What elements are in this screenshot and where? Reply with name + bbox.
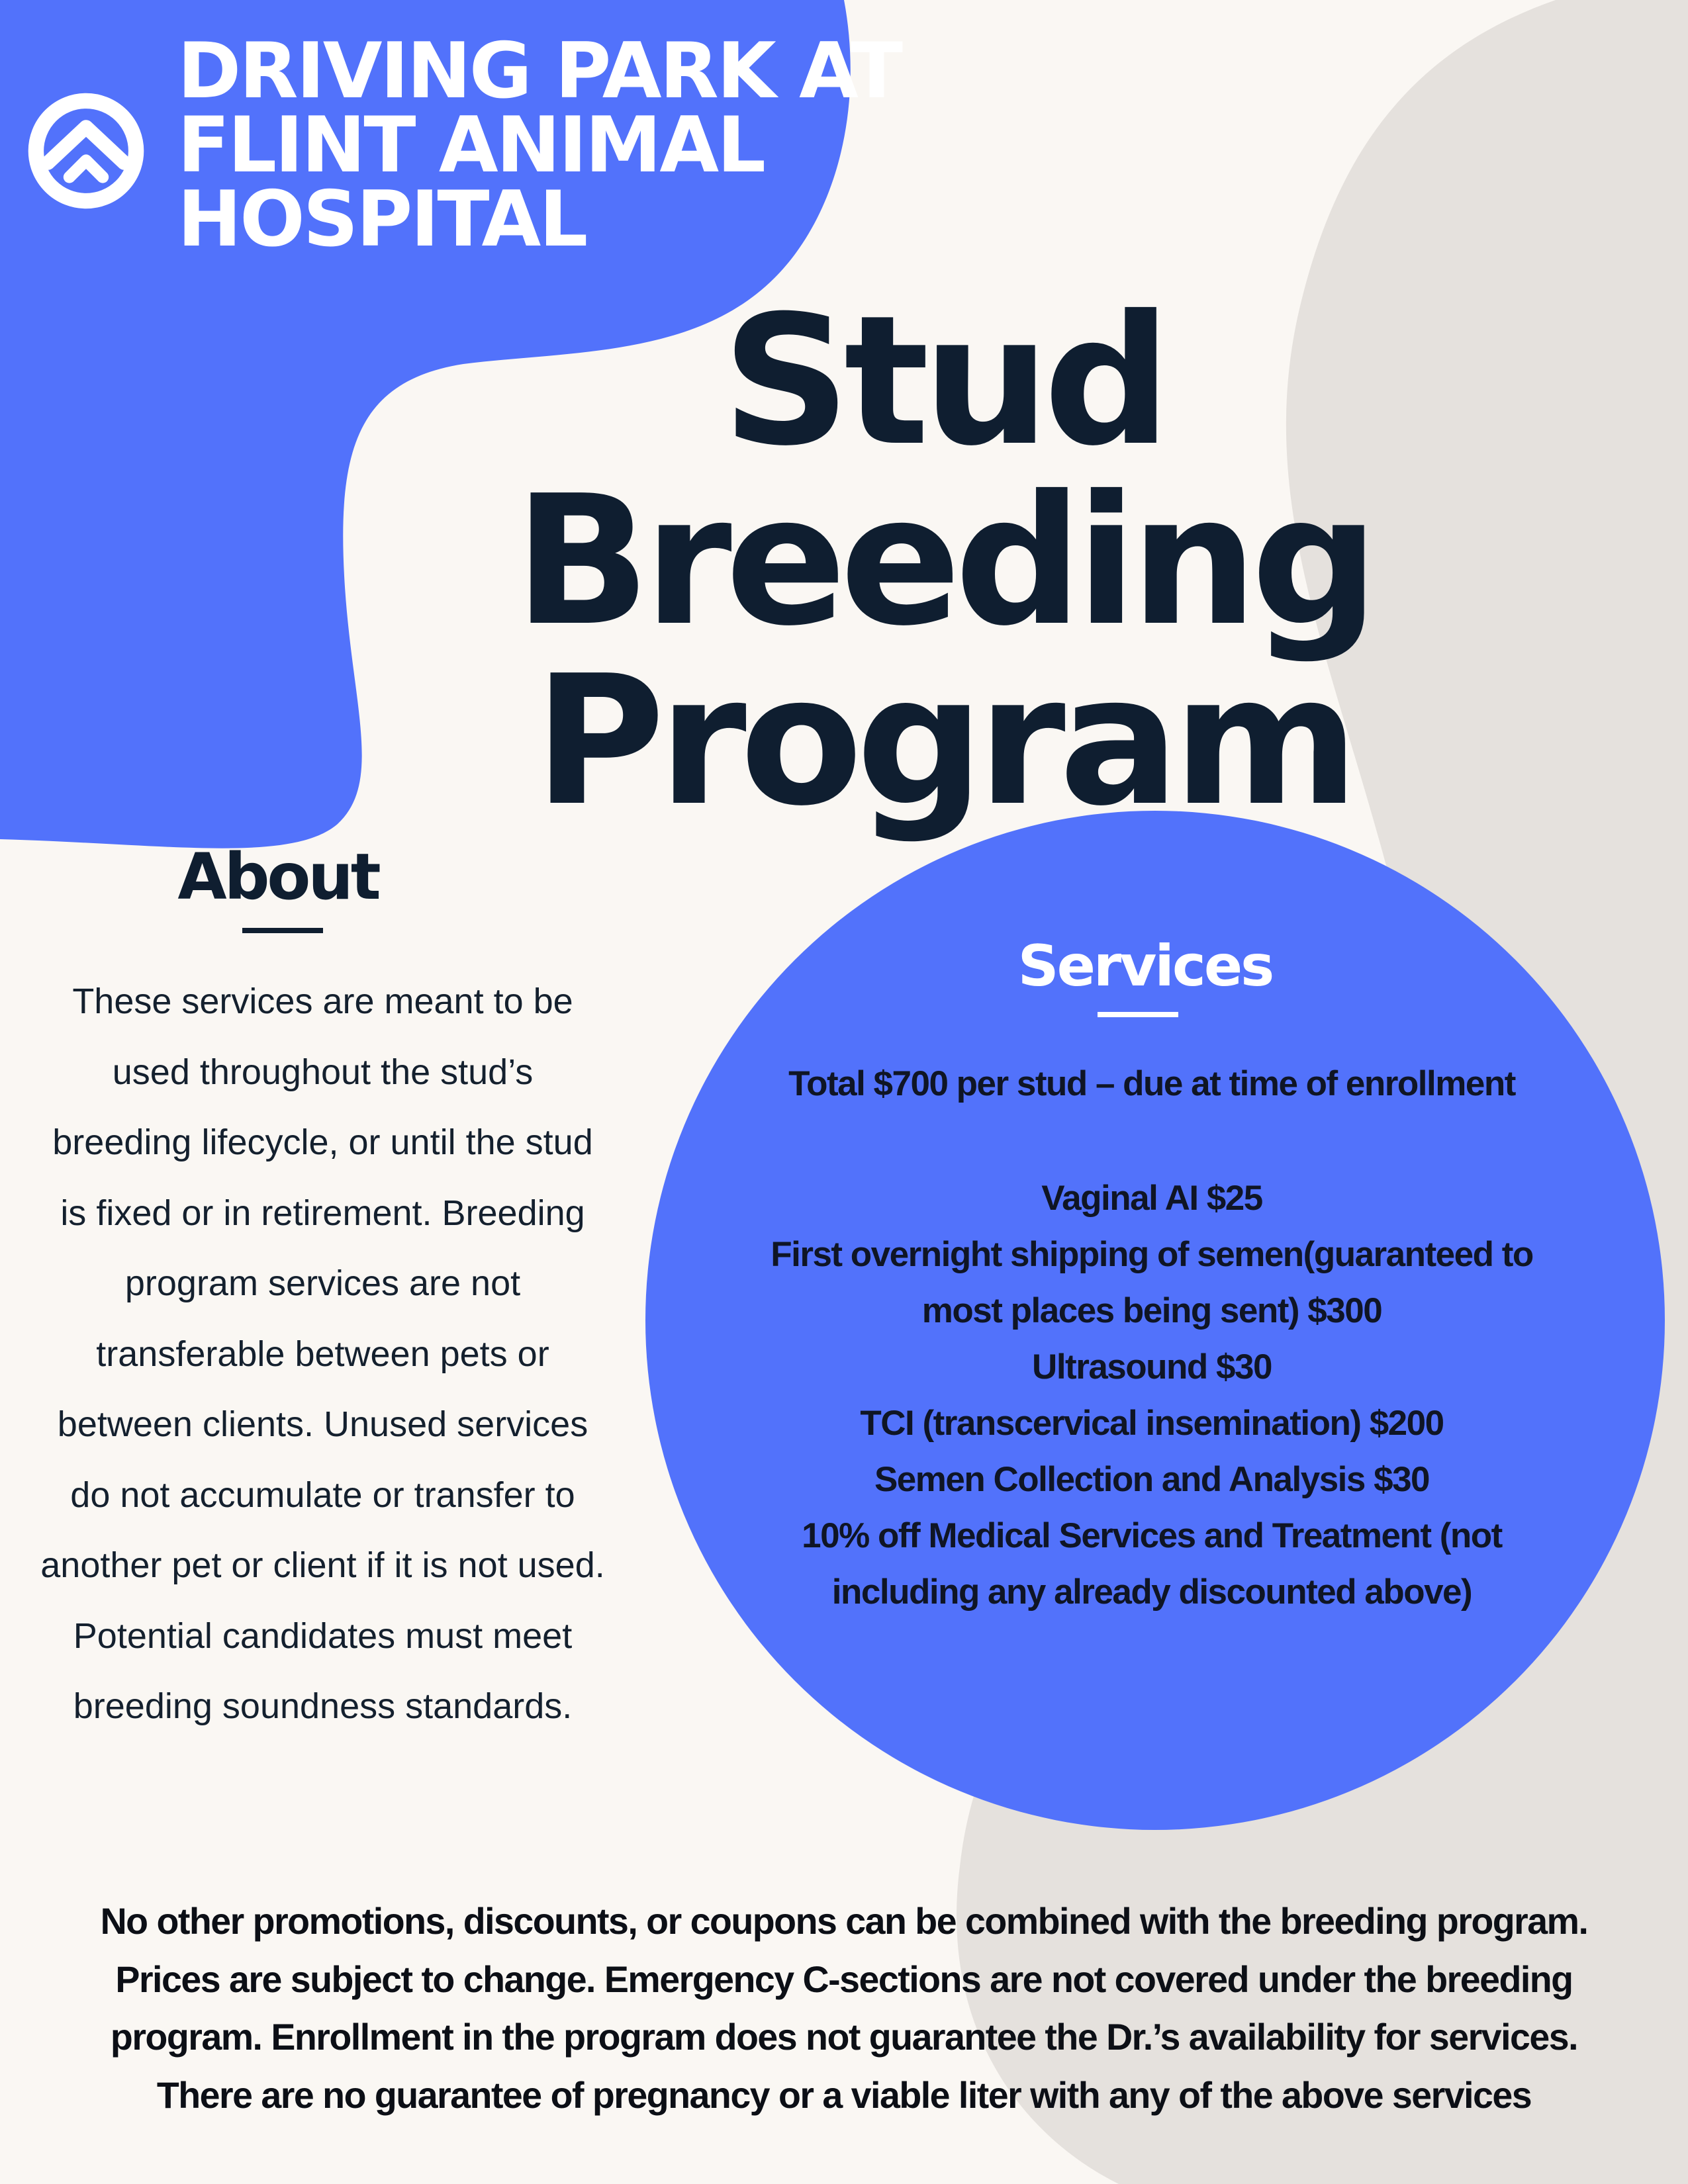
page-title-line: Breeding <box>514 457 1373 665</box>
hospital-name-line: HOSPITAL <box>177 175 586 264</box>
about-text-line: program services are not <box>124 1263 521 1303</box>
services-heading: Services <box>1017 933 1273 999</box>
services-list <box>675 1170 1628 1620</box>
hospital-name <box>177 26 902 264</box>
services-list-item: TCI (transcervical insemination) $200 <box>860 1404 1444 1443</box>
disclaimer-line: There are no guarantee of pregnancy or a viable liter with any of the above services <box>156 2074 1532 2116</box>
about-text-line: These services are meant to be <box>72 981 573 1021</box>
page-title-line: Program <box>534 637 1353 845</box>
services-total-price: Total $700 per stud – due at time of enrollment <box>788 1064 1515 1103</box>
services-list-item: most places being sent) $300 <box>921 1291 1382 1330</box>
services-list-item: Ultrasound $30 <box>1032 1347 1272 1387</box>
about-text-line: breeding soundness standards. <box>73 1686 573 1726</box>
about-text-line: between clients. Unused services <box>57 1404 588 1444</box>
about-text-line: another pet or client if it is not used. <box>40 1545 605 1585</box>
hospital-logo-icon <box>26 91 146 210</box>
page-title-line: Stud <box>722 277 1165 485</box>
disclaimer-line: program. Enrollment in the program does not guarantee the Dr.’s availability for services. <box>110 2017 1578 2058</box>
about-underline <box>242 928 323 933</box>
about-text-line: used throughout the stud’s <box>112 1052 534 1092</box>
services-list-item: Semen Collection and Analysis $30 <box>874 1460 1430 1499</box>
services-list-item: Vaginal AI $25 <box>1041 1179 1262 1218</box>
services-list-item: 10% off Medical Services and Treatment (not <box>802 1516 1502 1555</box>
about-text-line: transferable between pets or <box>96 1334 549 1374</box>
services-list-item: First overnight shipping of semen(guaranteed to <box>771 1235 1533 1274</box>
about-text <box>0 966 645 1742</box>
about-heading: About <box>177 840 379 914</box>
services-list-item: including any already discounted above) <box>831 1572 1472 1612</box>
about-text-line: do not accumulate or transfer to <box>70 1475 575 1515</box>
disclaimer-line: Prices are subject to change. Emergency C-sections are not covered under the breeding <box>115 1958 1573 2000</box>
services-underline <box>1098 1012 1178 1017</box>
about-text-line: Potential candidates must meet <box>73 1615 573 1656</box>
hospital-name-line: DRIVING PARK AT <box>177 26 902 116</box>
about-text-line: breeding lifecycle, or until the stud <box>52 1122 593 1162</box>
disclaimer-line: No other promotions, discounts, or coupons can be combined with the breeding program. <box>100 1901 1588 1942</box>
about-text-line: is fixed or in retirement. Breeding <box>60 1193 585 1233</box>
page-title <box>463 277 1423 845</box>
hospital-name-line: FLINT ANIMAL <box>177 101 765 190</box>
disclaimer <box>0 1893 1688 2124</box>
